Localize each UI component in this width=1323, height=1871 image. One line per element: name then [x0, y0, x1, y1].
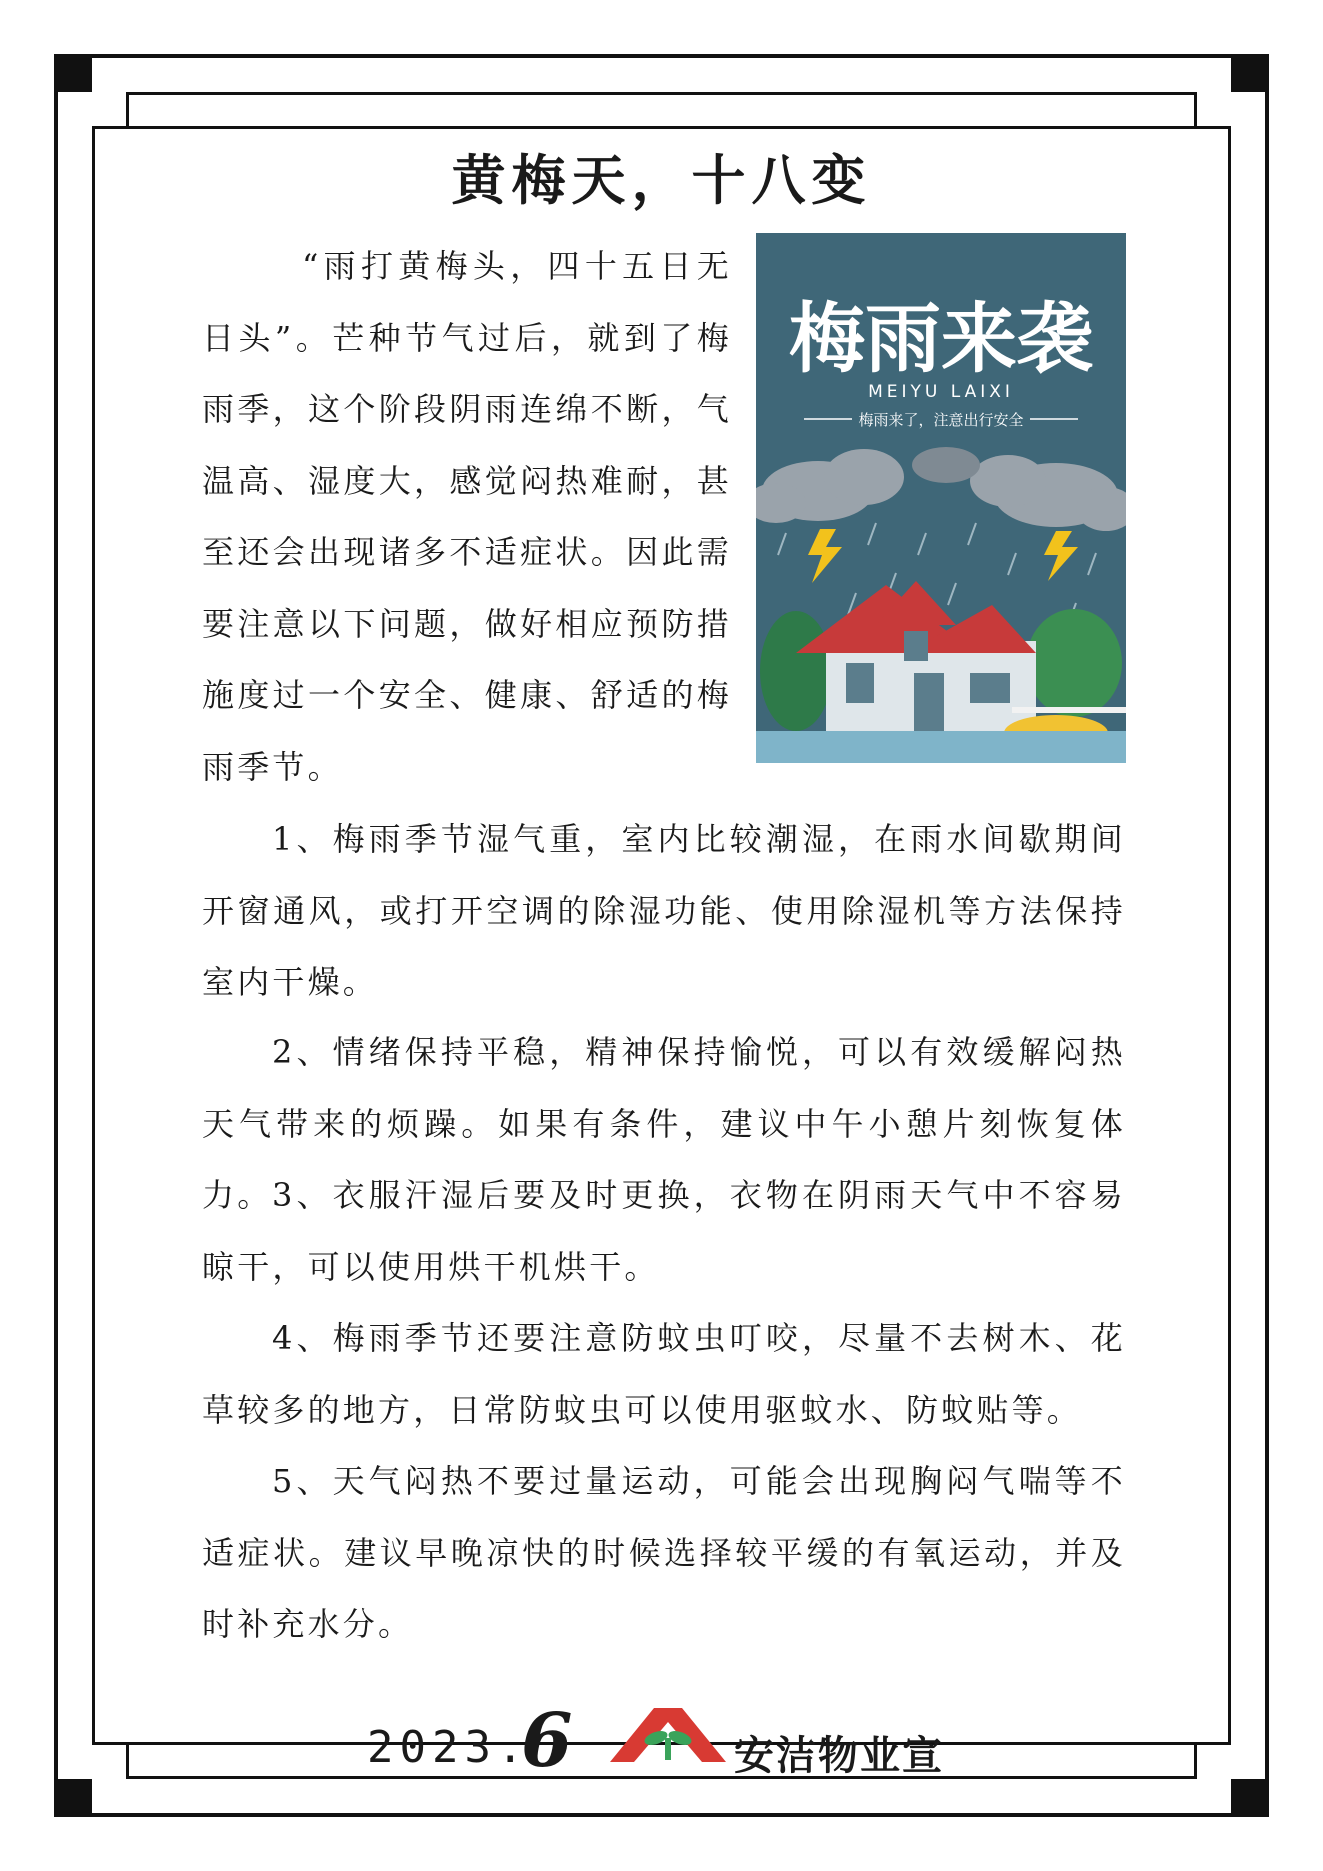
tip-item-3 [202, 1160, 1126, 1303]
company-logo-icon [606, 1702, 730, 1766]
tip-text-5: 5、天气闷热不要过量运动，可能会出现胸闷气喘等不适症状。建议早晚凉快的时候选择较平缓的有氧运动，并及时补充水分。 [202, 1462, 1126, 1643]
intro-text: “雨打黄梅头，四十五日无日头”。芒种节气过后，就到了梅雨季，这个阶段阴雨连绵不断，气温高、湿度大，感觉闷热难耐，甚至还会出现诸多不适症状。因此需要注意以下问题，做好相应预防措施度过一个安全、健康、舒适的梅雨季节。 [202, 247, 732, 786]
intro-paragraph [202, 231, 732, 803]
footer-date: 2023. [367, 1722, 530, 1773]
tip-text-2: 2、情绪保持平稳，精神保持愉悦，可以有效缓解闷热天气带来的烦躁。如果有条件，建议中午小憩片刻恢复体力。 [202, 1033, 1126, 1214]
corner-ornament-top-left [56, 56, 92, 92]
company-name: 安洁物业宣 [734, 1733, 944, 1779]
poster-headline: 梅雨来袭 [789, 294, 1093, 383]
tip-text-4: 4、梅雨季节还要注意防蚊虫叮咬，尽量不去树木、花草较多的地方，日常防蚊虫可以使用驱蚊水、防蚊贴等。 [202, 1319, 1126, 1429]
page-title: 黄梅天，十八变 [451, 149, 872, 212]
footer-month: 6 [521, 1698, 573, 1784]
corner-ornament-bottom-left [56, 1779, 92, 1815]
corner-ornament-bottom-right [1231, 1779, 1267, 1815]
tip-item-4 [202, 1303, 1126, 1446]
poster-pinyin: MEIYU LAIXI [868, 382, 1014, 402]
poster-illustration [756, 233, 1126, 763]
tip-text-1: 1、梅雨季节湿气重，室内比较潮湿，在雨水间歇期间开窗通风，或打开空调的除湿功能、使用除湿机等方法保持室内干燥。 [202, 820, 1126, 1001]
rainy-season-poster [756, 233, 1126, 763]
tip-item-1 [202, 804, 1126, 1019]
tip-item-5 [202, 1446, 1126, 1661]
tip-text-3: 3、衣服汗湿后要及时更换，衣物在阴雨天气中不容易晾干，可以使用烘干机烘干。 [202, 1176, 1126, 1286]
poster-tagline: 梅雨来了，注意出行安全 [858, 411, 1024, 429]
corner-ornament-top-right [1231, 56, 1267, 92]
